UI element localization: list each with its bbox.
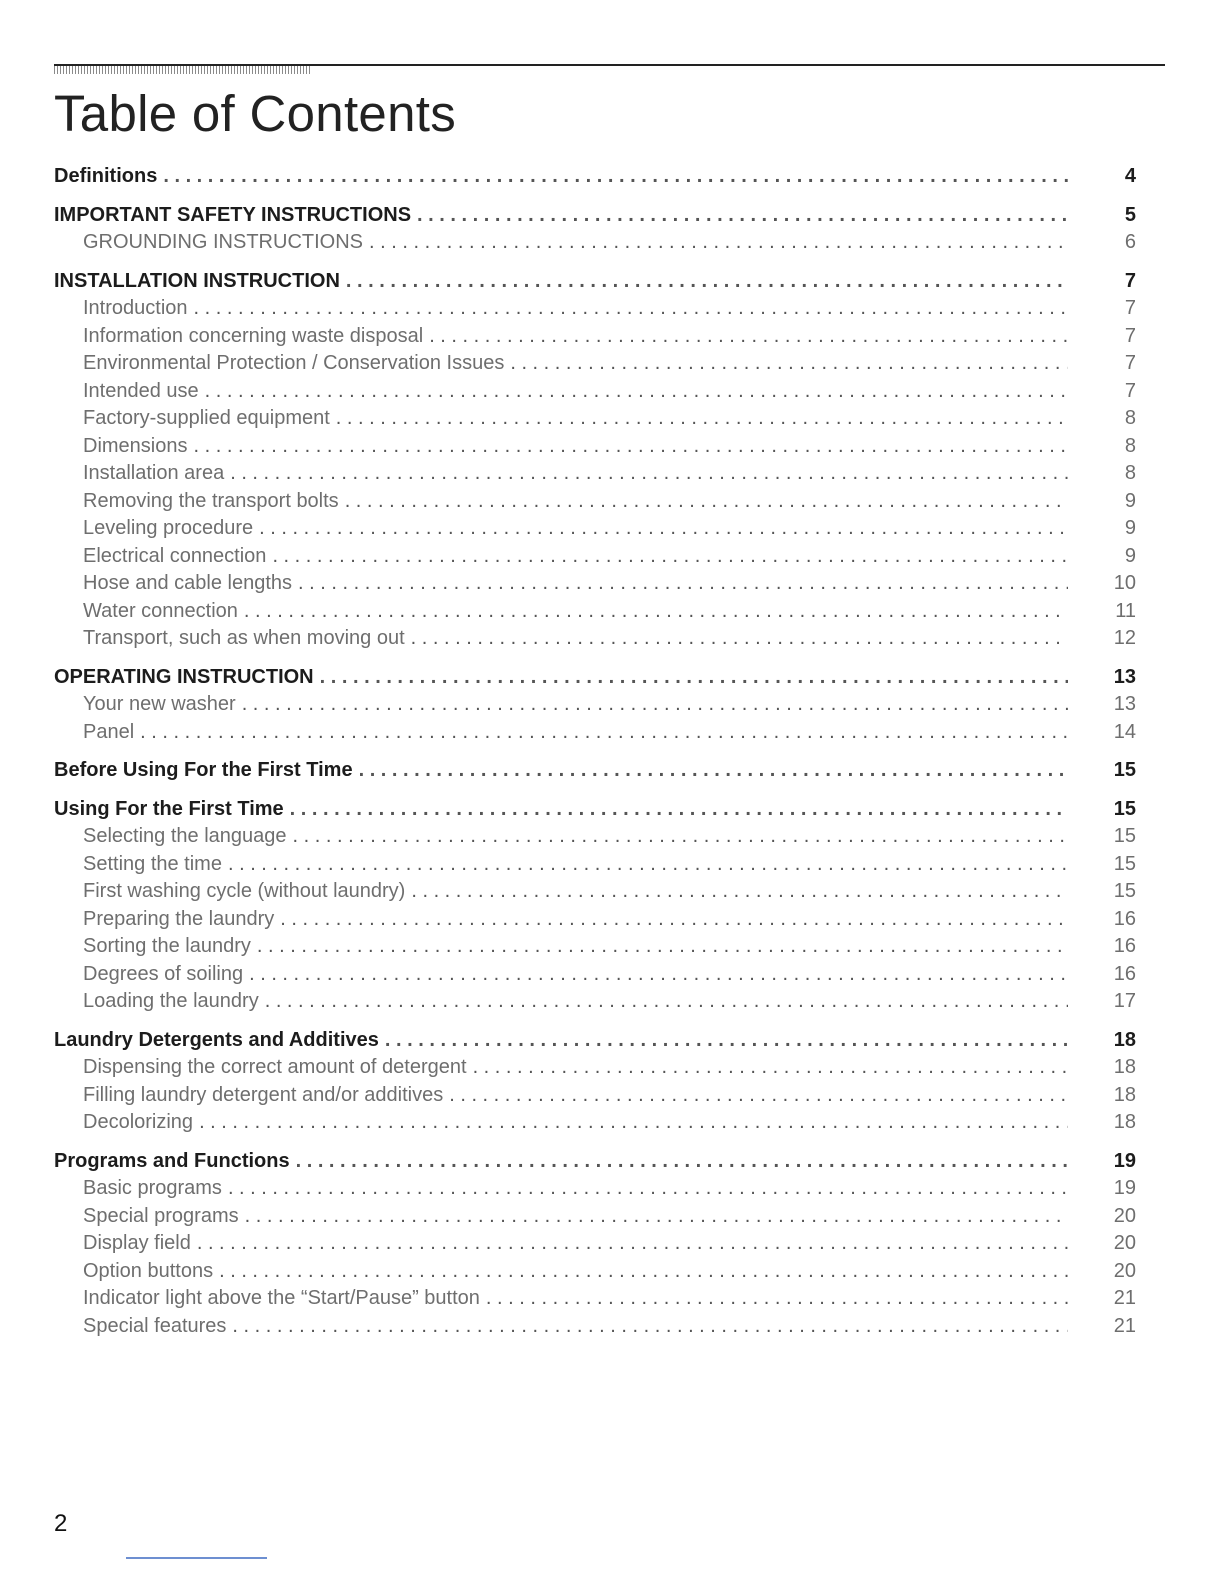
dot-leader	[417, 202, 1068, 230]
toc-sub-entry-label: Hose and cable lengths	[83, 572, 293, 594]
toc-section-entry[interactable]	[54, 757, 1136, 785]
toc-section-entry[interactable]	[54, 202, 1136, 230]
toc-sub-entry[interactable]	[54, 543, 1136, 571]
toc-sub-entry[interactable]	[54, 488, 1136, 516]
toc-sub-entry-page: 16	[1113, 962, 1136, 985]
toc-sub-entry-page: 8	[1124, 407, 1136, 429]
dot-leader	[230, 460, 1068, 488]
toc-sub-entry-label: Indicator light above the “Start/Pause” button	[83, 1287, 480, 1309]
toc-section-entry-page: 15	[1113, 759, 1136, 781]
toc-sub-entry[interactable]	[54, 691, 1136, 719]
toc-section	[54, 268, 1136, 653]
dot-leader	[197, 1230, 1068, 1258]
toc-sub-entry-label: Option buttons	[83, 1259, 214, 1282]
dot-leader	[345, 488, 1068, 516]
toc-section-entry-page: 4	[1124, 165, 1136, 187]
toc-sub-entry[interactable]	[54, 598, 1136, 626]
dot-leader	[369, 229, 1068, 257]
toc-sub-entry-page: 11	[1115, 599, 1136, 622]
toc-sub-entry-label: Filling laundry detergent and/or additives	[83, 1083, 444, 1106]
dot-leader	[385, 1027, 1068, 1055]
dot-leader	[411, 878, 1068, 906]
toc-section-entry[interactable]	[54, 796, 1136, 824]
toc-section-entry[interactable]	[54, 268, 1136, 296]
dot-leader	[473, 1054, 1068, 1082]
dot-leader	[259, 515, 1068, 543]
toc-section-entry[interactable]	[54, 1027, 1136, 1055]
toc-section-entry[interactable]	[54, 664, 1136, 692]
toc-sub-entry-label: Transport, such as when moving out	[83, 627, 405, 649]
dot-leader	[320, 664, 1068, 692]
toc-sub-entry-page: 16	[1113, 907, 1136, 930]
toc-sub-entry-page: 7	[1124, 352, 1136, 374]
toc-sub-entry-label: Setting the time	[83, 852, 222, 875]
dot-leader	[293, 823, 1069, 851]
toc-section	[54, 1027, 1136, 1137]
toc-sub-entry-page: 18	[1113, 1083, 1136, 1106]
toc-sub-entry[interactable]	[54, 460, 1136, 488]
toc-sub-entry-page: 9	[1124, 489, 1136, 512]
dot-leader	[449, 1082, 1068, 1110]
dot-leader	[245, 1203, 1068, 1231]
toc-section-entry[interactable]	[54, 1148, 1136, 1176]
toc-section-entry-label: Programs and Functions	[54, 1149, 290, 1172]
toc-sub-entry-page: 10	[1113, 572, 1136, 594]
toc-sub-entry-page: 13	[1113, 693, 1136, 715]
toc-sub-entry[interactable]	[54, 851, 1136, 879]
toc-sub-entry[interactable]	[54, 570, 1136, 598]
toc-section	[54, 757, 1136, 785]
toc-sub-entry-page: 9	[1124, 517, 1136, 539]
toc-sub-entry-label: Special features	[83, 1314, 227, 1337]
toc-section-entry-page: 18	[1113, 1028, 1136, 1051]
toc-sub-entry-page: 7	[1124, 297, 1136, 319]
toc-section-entry[interactable]	[54, 163, 1136, 191]
toc-sub-entry[interactable]	[54, 719, 1136, 747]
dot-leader	[257, 933, 1068, 961]
toc-sub-entry-page: 20	[1113, 1259, 1136, 1282]
toc-section-entry-page: 19	[1113, 1149, 1136, 1172]
toc-sub-entry-label: Water connection	[83, 599, 238, 622]
dot-leader	[296, 1148, 1068, 1176]
toc-section-entry-page: 13	[1113, 665, 1136, 688]
dot-leader	[265, 988, 1068, 1016]
toc-section	[54, 163, 1136, 191]
toc-section-entry-label: Using For the First Time	[54, 797, 284, 820]
dot-leader	[194, 295, 1068, 323]
dot-leader	[193, 433, 1068, 461]
toc-sub-entry-page: 20	[1113, 1232, 1136, 1254]
toc-sub-entry-page: 12	[1113, 627, 1136, 649]
dot-leader	[510, 350, 1068, 378]
dot-leader	[140, 719, 1068, 747]
toc-sub-entry-label: Degrees of soiling	[83, 962, 244, 985]
toc-section	[54, 1148, 1136, 1341]
toc-section	[54, 664, 1136, 747]
toc-sub-entry-page: 6	[1124, 231, 1136, 253]
toc-sub-entry-label: Display field	[83, 1232, 191, 1254]
toc-sub-entry[interactable]	[54, 823, 1136, 851]
toc-sub-entry-label: Selecting the language	[83, 825, 287, 847]
toc-sub-entry-page: 16	[1113, 935, 1136, 957]
toc-sub-entry-page: 7	[1124, 324, 1136, 347]
header-hatch-decoration	[54, 66, 312, 74]
toc-sub-entry[interactable]	[54, 433, 1136, 461]
toc-sub-entry-page: 7	[1124, 379, 1136, 402]
toc-sub-entry-label: Removing the transport bolts	[83, 489, 339, 512]
dot-leader	[228, 1175, 1068, 1203]
toc-sub-entry-page: 15	[1113, 825, 1136, 847]
dot-leader	[411, 625, 1068, 653]
toc-sub-entry[interactable]	[54, 878, 1136, 906]
toc-sub-entry[interactable]	[54, 405, 1136, 433]
toc-sub-entry-page: 8	[1124, 462, 1136, 484]
toc-sub-entry-page: 20	[1113, 1204, 1136, 1227]
toc-sub-entry[interactable]	[54, 1203, 1136, 1231]
toc-sub-entry[interactable]	[54, 323, 1136, 351]
toc-sub-entry[interactable]	[54, 378, 1136, 406]
toc-sub-entry-page: 19	[1113, 1177, 1136, 1199]
toc-sub-entry-label: Special programs	[83, 1204, 239, 1227]
dot-leader	[199, 1109, 1068, 1137]
toc-sub-entry-label: Your new washer	[83, 693, 236, 715]
toc-section-entry-page: 15	[1113, 797, 1136, 820]
dot-leader	[486, 1285, 1068, 1313]
toc-section-entry-page: 7	[1124, 269, 1136, 292]
toc-sub-entry-page: 17	[1113, 990, 1136, 1012]
toc-sub-entry-label: GROUNDING INSTRUCTIONS	[83, 231, 363, 253]
toc-sub-entry-label: Intended use	[83, 379, 199, 402]
toc-sub-entry-page: 8	[1124, 434, 1136, 457]
toc-sub-entry-label: Decolorizing	[83, 1111, 194, 1133]
dot-leader	[228, 851, 1068, 879]
dot-leader	[163, 163, 1068, 191]
toc-section	[54, 202, 1136, 257]
toc-sub-entry[interactable]	[54, 933, 1136, 961]
toc-sub-entry-page: 18	[1113, 1056, 1136, 1078]
toc-sub-entry[interactable]	[54, 350, 1136, 378]
dot-leader	[242, 691, 1068, 719]
toc-sub-entry[interactable]	[54, 515, 1136, 543]
toc-sub-entry[interactable]	[54, 1313, 1136, 1341]
toc-section-entry-label: OPERATING INSTRUCTION	[54, 665, 314, 688]
toc-sub-entry-page: 9	[1124, 544, 1136, 567]
toc-section-entry-page: 5	[1124, 203, 1136, 226]
toc-sub-entry[interactable]	[54, 961, 1136, 989]
toc-sub-entry-label: Information concerning waste disposal	[83, 324, 424, 347]
toc-section-entry-label: IMPORTANT SAFETY INSTRUCTIONS	[54, 203, 412, 226]
dot-leader	[290, 796, 1068, 824]
toc-sub-entry-label: Factory-supplied equipment	[83, 407, 330, 429]
toc-sub-entry[interactable]	[54, 625, 1136, 653]
dot-leader	[249, 961, 1068, 989]
toc-sub-entry[interactable]	[54, 1230, 1136, 1258]
dot-leader	[232, 1313, 1068, 1341]
toc-sub-entry-page: 15	[1113, 880, 1136, 902]
toc-section	[54, 796, 1136, 1016]
dot-leader	[272, 543, 1068, 571]
toc-sub-entry-label: Introduction	[83, 297, 188, 319]
dot-leader	[280, 906, 1068, 934]
toc-section-entry-label: INSTALLATION INSTRUCTION	[54, 269, 340, 292]
toc-sub-entry[interactable]	[54, 295, 1136, 323]
toc-sub-entry[interactable]	[54, 229, 1136, 257]
toc-sub-entry-page: 14	[1113, 720, 1136, 743]
footer-line	[126, 1557, 267, 1559]
toc-sub-entry-label: Sorting the laundry	[83, 935, 251, 957]
toc-sub-entry-label: Dimensions	[83, 434, 188, 457]
toc-sub-entry[interactable]	[54, 1082, 1136, 1110]
page-title: Table of Contents	[54, 85, 457, 142]
table-of-contents	[54, 163, 1136, 1351]
dot-leader	[336, 405, 1068, 433]
toc-section-entry-label: Laundry Detergents and Additives	[54, 1028, 379, 1051]
toc-sub-entry[interactable]	[54, 1258, 1136, 1286]
toc-sub-entry-label: Installation area	[83, 462, 225, 484]
toc-sub-entry-page: 18	[1113, 1111, 1136, 1133]
dot-leader	[346, 268, 1068, 296]
toc-sub-entry[interactable]	[54, 1285, 1136, 1313]
toc-sub-entry-label: Panel	[83, 720, 135, 743]
toc-sub-entry-page: 21	[1113, 1314, 1136, 1337]
toc-sub-entry-page: 21	[1113, 1287, 1136, 1309]
dot-leader	[244, 598, 1068, 626]
toc-sub-entry[interactable]	[54, 906, 1136, 934]
toc-section-entry-label: Definitions	[54, 165, 158, 187]
toc-sub-entry[interactable]	[54, 1175, 1136, 1203]
toc-sub-entry-label: Loading the laundry	[83, 990, 259, 1012]
toc-sub-entry-label: Dispensing the correct amount of detergent	[83, 1056, 467, 1078]
toc-sub-entry-page: 15	[1113, 852, 1136, 875]
toc-sub-entry-label: First washing cycle (without laundry)	[83, 880, 406, 902]
toc-sub-entry[interactable]	[54, 1109, 1136, 1137]
toc-sub-entry-label: Basic programs	[83, 1177, 222, 1199]
toc-sub-entry-label: Environmental Protection / Conservation Issues	[83, 352, 505, 374]
dot-leader	[205, 378, 1068, 406]
toc-sub-entry-label: Preparing the laundry	[83, 907, 275, 930]
toc-section-entry-label: Before Using For the First Time	[54, 759, 353, 781]
dot-leader	[359, 757, 1068, 785]
toc-sub-entry-label: Electrical connection	[83, 544, 267, 567]
toc-sub-entry[interactable]	[54, 988, 1136, 1016]
toc-sub-entry-label: Leveling procedure	[83, 517, 254, 539]
toc-sub-entry[interactable]	[54, 1054, 1136, 1082]
dot-leader	[429, 323, 1068, 351]
page-number: 2	[54, 1510, 68, 1537]
dot-leader	[219, 1258, 1068, 1286]
dot-leader	[298, 570, 1068, 598]
